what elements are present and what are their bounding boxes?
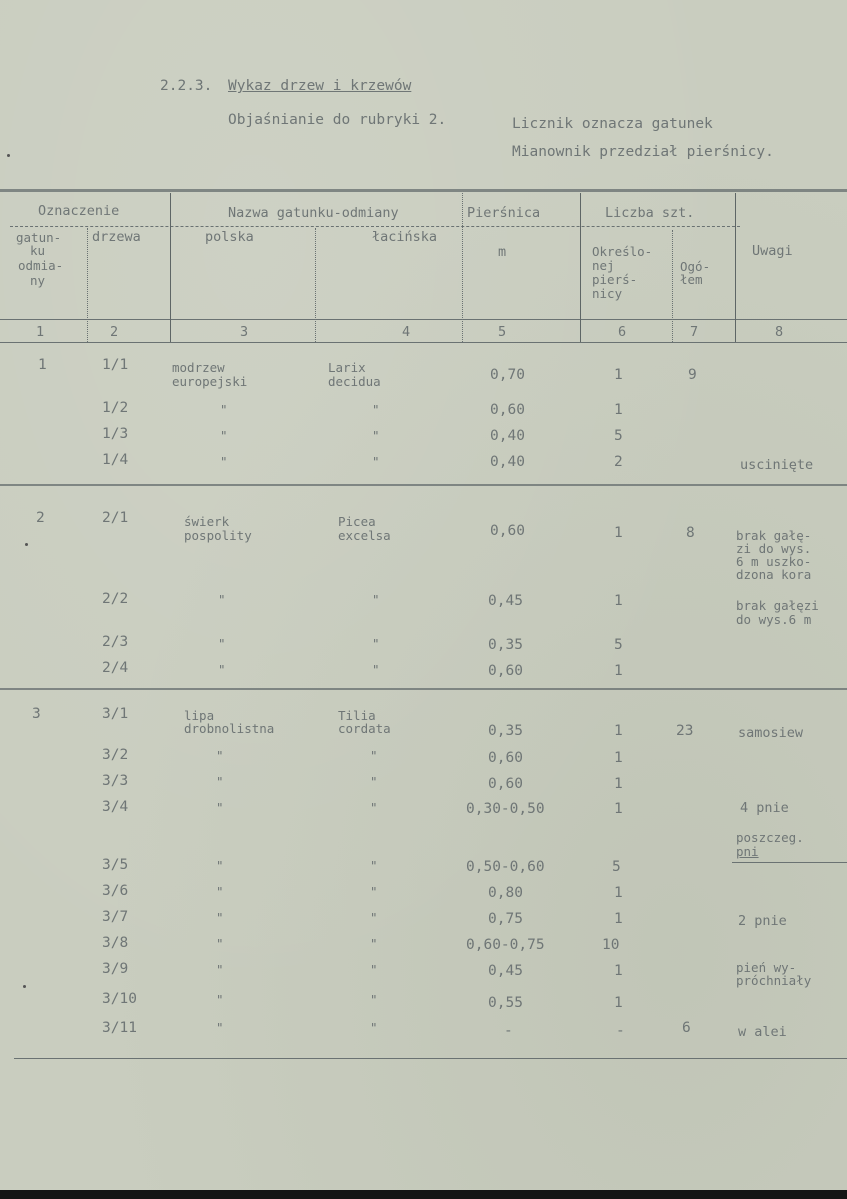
col-number-3: 3 (240, 324, 249, 340)
tree-id: 3/4 (102, 799, 129, 815)
table-top-rule (0, 189, 847, 192)
col-number-4: 4 (402, 324, 411, 340)
header-uwagi: Uwagi (752, 243, 793, 259)
col-number-6: 6 (618, 324, 627, 340)
name-polish: modrzew (172, 360, 225, 375)
piersnica-value: 0,75 (488, 911, 523, 927)
ditto-polish: " (216, 1020, 224, 1035)
ditto-latin: " (370, 800, 378, 815)
scan-border (0, 1190, 847, 1199)
group-separator (0, 688, 847, 690)
explanation-denominator: Mianownik przedział pierśnicy. (512, 144, 774, 160)
header-piersnica: Pierśnica (467, 205, 541, 221)
species-number: 2 (36, 510, 45, 526)
ditto-polish: " (216, 962, 224, 977)
remarks: samosiew (738, 725, 804, 741)
piersnica-value: 0,60 (488, 750, 523, 766)
ditto-polish: " (218, 636, 226, 651)
tree-id: 3/6 (102, 883, 129, 899)
ditto-latin: " (372, 454, 380, 469)
ditto-latin: " (372, 636, 380, 651)
count-value: 1 (614, 776, 623, 792)
remarks: 4 pnie (740, 800, 789, 816)
piersnica-value: 0,45 (488, 963, 523, 979)
remarks: brak gałęzi (736, 598, 819, 613)
piersnica-value: 0,40 (490, 428, 525, 444)
header-liczba: Liczba szt. (605, 205, 695, 221)
header-gatunku-line2: ku (30, 243, 46, 258)
tree-id: 3/9 (102, 961, 129, 977)
explanation-label: Objaśnianie do rubryki 2. (228, 112, 447, 128)
name-polish: drobnolistna (184, 721, 275, 736)
name-latin: Tilia (338, 708, 376, 723)
tree-id: 2/1 (102, 510, 129, 526)
name-polish: europejski (172, 374, 248, 389)
count-value: 1 (614, 723, 623, 739)
remarks: 6 m uszko- (736, 554, 812, 569)
ditto-latin: " (370, 748, 378, 763)
col-number-1: 1 (36, 324, 45, 340)
ditto-polish: " (216, 992, 224, 1007)
count-value: 5 (612, 859, 621, 875)
tree-id: 3/7 (102, 909, 129, 925)
tree-id: 3/1 (102, 706, 129, 722)
piersnica-value: 0,40 (490, 454, 525, 470)
header-numbers-rule (0, 319, 847, 320)
total-value: 9 (688, 367, 697, 383)
count-value: 1 (614, 750, 623, 766)
ditto-latin: " (370, 992, 378, 1007)
header-okreslonej-line1: Określo- (592, 244, 653, 259)
name-latin: Picea (338, 514, 376, 529)
count-value: 1 (614, 663, 623, 679)
remarks: zi do wys. (736, 541, 812, 556)
speck-mark (25, 543, 28, 546)
count-value: 1 (614, 593, 623, 609)
remarks: do wys.6 m (736, 612, 812, 627)
ditto-polish: " (216, 936, 224, 951)
count-value: 10 (602, 937, 620, 953)
count-value: 2 (614, 454, 623, 470)
total-value: 8 (686, 525, 695, 541)
header-oznaczenie: Oznaczenie (38, 203, 120, 219)
species-number: 3 (32, 706, 41, 722)
col-divider-1 (87, 228, 88, 342)
tree-id: 1/3 (102, 426, 129, 442)
ditto-polish: " (218, 592, 226, 607)
col-divider-5 (580, 193, 581, 342)
remarks: pni (736, 844, 759, 859)
piersnica-value: 0,60 (488, 776, 523, 792)
count-value: 5 (614, 637, 623, 653)
ditto-polish: " (218, 662, 226, 677)
header-okreslonej-line3: pierś- (592, 272, 638, 287)
ditto-latin: " (370, 962, 378, 977)
count-value: 1 (614, 885, 623, 901)
count-value: - (616, 1023, 625, 1039)
piersnica-value: 0,55 (488, 995, 523, 1011)
ditto-latin: " (370, 858, 378, 873)
remarks: brak gałę- (736, 528, 812, 543)
name-latin: decidua (328, 374, 381, 389)
count-value: 1 (614, 911, 623, 927)
ditto-latin: " (372, 428, 380, 443)
header-bottom-rule (0, 342, 847, 343)
ditto-polish: " (216, 884, 224, 899)
count-value: 1 (614, 525, 623, 541)
table-bottom-rule (14, 1058, 847, 1059)
piersnica-value: 0,35 (488, 637, 523, 653)
piersnica-value: 0,70 (490, 367, 525, 383)
ditto-polish: " (216, 748, 224, 763)
name-polish: pospolity (184, 528, 252, 543)
col-divider-6 (672, 230, 673, 342)
tree-id: 2/2 (102, 591, 129, 607)
header-lacinska: łacińska (372, 229, 438, 245)
col-number-2: 2 (110, 324, 119, 340)
ditto-polish: " (216, 774, 224, 789)
ditto-latin: " (372, 592, 380, 607)
tree-id: 2/4 (102, 660, 129, 676)
col-number-5: 5 (498, 324, 507, 340)
speck-mark (23, 985, 26, 988)
name-polish: lipa (184, 708, 215, 723)
tree-id: 3/3 (102, 773, 129, 789)
ditto-latin: " (370, 884, 378, 899)
group-separator (0, 484, 847, 486)
piersnica-value: 0,60-0,75 (466, 937, 545, 953)
ditto-latin: " (370, 936, 378, 951)
total-value: 23 (676, 723, 694, 739)
header-m: m (498, 244, 507, 260)
header-nazwa: Nazwa gatunku-odmiany (228, 205, 399, 221)
col-divider-4 (462, 193, 463, 342)
section-number: 2.2.3. (160, 78, 213, 94)
ditto-polish: " (216, 800, 224, 815)
piersnica-value: 0,60 (490, 402, 525, 418)
piersnica-value: 0,60 (490, 523, 525, 539)
header-gatunku-line1: gatun- (16, 230, 62, 245)
header-subrule (10, 226, 740, 227)
header-gatunku-line3: odmia- (18, 258, 64, 273)
tree-id: 3/8 (102, 935, 129, 951)
speck-mark (7, 154, 10, 157)
name-latin: cordata (338, 721, 391, 736)
ditto-polish: " (216, 858, 224, 873)
piersnica-value: 0,50-0,60 (466, 859, 545, 875)
ditto-latin: " (370, 1020, 378, 1035)
ditto-latin: " (370, 774, 378, 789)
col-divider-3 (315, 228, 316, 342)
remarks-rule (732, 862, 847, 863)
remarks: 2 pnie (738, 913, 787, 929)
header-okreslonej-line4: nicy (592, 286, 623, 301)
piersnica-value: 0,60 (488, 663, 523, 679)
header-ogolem-line2: łem (680, 272, 703, 287)
count-value: 5 (614, 428, 623, 444)
ditto-latin: " (370, 910, 378, 925)
remarks: w alei (738, 1024, 787, 1040)
name-latin: Larix (328, 360, 366, 375)
remarks: próchniały (736, 973, 812, 988)
tree-id: 3/2 (102, 747, 129, 763)
tree-id: 1/4 (102, 452, 129, 468)
tree-id: 3/11 (102, 1020, 137, 1036)
piersnica-value: 0,45 (488, 593, 523, 609)
header-drzewa: drzewa (92, 229, 141, 245)
name-polish: świerk (184, 514, 230, 529)
species-number: 1 (38, 357, 47, 373)
tree-id: 1/1 (102, 357, 129, 373)
piersnica-value: 0,80 (488, 885, 523, 901)
piersnica-value: 0,30-0,50 (466, 801, 545, 817)
tree-id: 3/10 (102, 991, 137, 1007)
remarks: pień wy- (736, 960, 797, 975)
ditto-polish: " (220, 454, 228, 469)
header-ogolem-line1: Ogó- (680, 259, 711, 274)
remarks: dzona kora (736, 567, 812, 582)
ditto-latin: " (372, 662, 380, 677)
col-number-7: 7 (690, 324, 699, 340)
count-value: 1 (614, 963, 623, 979)
col-divider-2 (170, 193, 171, 342)
count-value: 1 (614, 801, 623, 817)
header-gatunku-line4: ny (30, 273, 46, 288)
name-latin: excelsa (338, 528, 391, 543)
tree-id: 3/5 (102, 857, 129, 873)
remarks: poszczeg. (736, 830, 804, 845)
header-polska: polska (205, 229, 254, 245)
total-value: 6 (682, 1020, 691, 1036)
tree-id: 1/2 (102, 400, 129, 416)
piersnica-value: 0,35 (488, 723, 523, 739)
col-divider-7 (735, 193, 736, 342)
ditto-polish: " (220, 402, 228, 417)
count-value: 1 (614, 402, 623, 418)
col-number-8: 8 (775, 324, 784, 340)
piersnica-value: - (504, 1023, 513, 1039)
ditto-polish: " (216, 910, 224, 925)
section-title: Wykaz drzew i krzewów (228, 78, 412, 94)
count-value: 1 (614, 995, 623, 1011)
ditto-polish: " (220, 428, 228, 443)
explanation-numerator: Licznik oznacza gatunek (512, 116, 713, 132)
remarks: uscinięte (740, 457, 814, 473)
header-okreslonej-line2: nej (592, 258, 615, 273)
count-value: 1 (614, 367, 623, 383)
tree-id: 2/3 (102, 634, 129, 650)
ditto-latin: " (372, 402, 380, 417)
